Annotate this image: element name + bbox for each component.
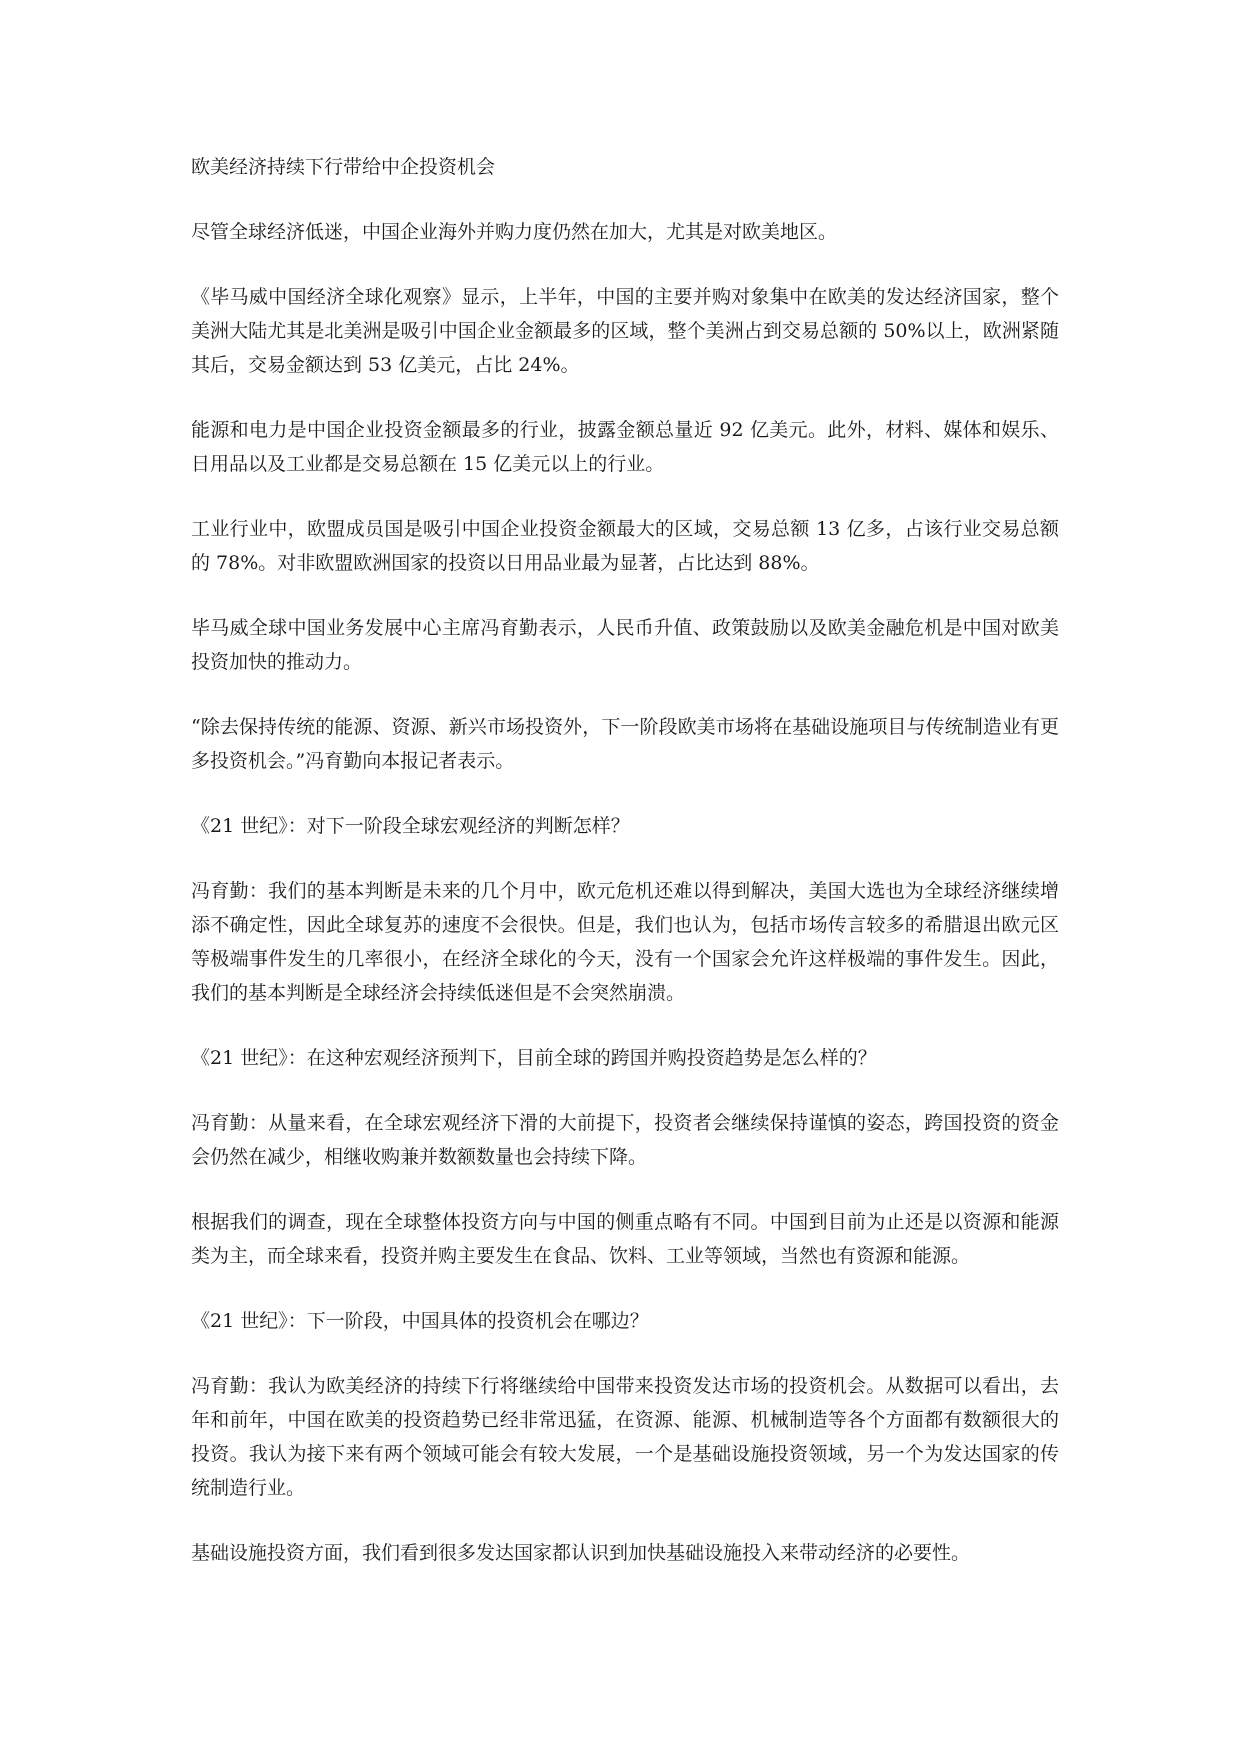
article-title: 欧美经济持续下行带给中企投资机会: [191, 156, 496, 178]
paragraph: 根据我们的调查，现在全球整体投资方向与中国的侧重点略有不同。中国到目前为止还是以资源和能源类为主，而全球来看，投资并购主要发生在食品、饮料、工业等领域，当然也有资源和能源。: [191, 1211, 1059, 1267]
paragraph: 毕马威全球中国业务发展中心主席冯育勤表示，人民币升值、政策鼓励以及欧美金融危机是中国对欧美投资加快的推动力。: [191, 617, 1059, 673]
paragraph: “除去保持传统的能源、资源、新兴市场投资外，下一阶段欧美市场将在基础设施项目与传统制造业有更多投资机会。”冯育勤向本报记者表示。: [191, 716, 1059, 772]
paragraph: 能源和电力是中国企业投资金额最多的行业，披露金额总量近 92 亿美元。此外，材料、媒体和娱乐、日用品以及工业都是交易总额在 15 亿美元以上的行业。: [191, 419, 1059, 475]
answer-paragraph: 冯育勤：从量来看，在全球宏观经济下滑的大前提下，投资者会继续保持谨慎的姿态，跨国投资的资金会仍然在减少，相继收购兼并数额数量也会持续下降。: [191, 1112, 1059, 1168]
answer-paragraph: 冯育勤：我认为欧美经济的持续下行将继续给中国带来投资发达市场的投资机会。从数据可以看出，去年和前年，中国在欧美的投资趋势已经非常迅猛，在资源、能源、机械制造等各个方面都有数额很大的投资。我认为接下来有两个领域可能会有较大发展，一个是基础设施投资领域，另一个为发达国家的传统制造行业。: [191, 1375, 1059, 1499]
question-paragraph: 《21 世纪》：下一阶段，中国具体的投资机会在哪边？: [191, 1310, 649, 1332]
paragraph: 尽管全球经济低迷，中国企业海外并购力度仍然在加大，尤其是对欧美地区。: [191, 221, 838, 243]
paragraph: 工业行业中，欧盟成员国是吸引中国企业投资金额最大的区域，交易总额 13 亿多，占该行业交易总额的 78%。对非欧盟欧洲国家的投资以日用品业最为显著，占比达到 88%。: [191, 518, 1059, 574]
paragraph: 《毕马威中国经济全球化观察》显示，上半年，中国的主要并购对象集中在欧美的发达经济国家，整个美洲大陆尤其是北美洲是吸引中国企业金额最多的区域，整个美洲占到交易总额的 50%以上，欧洲紧随其后，交易金额达到 53 亿美元，占比 24%。: [191, 286, 1059, 376]
article-body: [191, 150, 1059, 1601]
paragraph: 基础设施投资方面，我们看到很多发达国家都认识到加快基础设施投入来带动经济的必要性。: [191, 1542, 971, 1564]
question-paragraph: 《21 世纪》：在这种宏观经济预判下，目前全球的跨国并购投资趋势是怎么样的？: [191, 1047, 877, 1069]
question-paragraph: 《21 世纪》：对下一阶段全球宏观经济的判断怎样？: [191, 815, 630, 837]
answer-paragraph: 冯育勤：我们的基本判断是未来的几个月中，欧元危机还难以得到解决，美国大选也为全球经济继续增添不确定性，因此全球复苏的速度不会很快。但是，我们也认为，包括市场传言较多的希腊退出欧元区等极端事件发生的几率很小，在经济全球化的今天，没有一个国家会允许这样极端的事件发生。因此，我们的基本判断是全球经济会持续低迷但是不会突然崩溃。: [191, 880, 1059, 1004]
